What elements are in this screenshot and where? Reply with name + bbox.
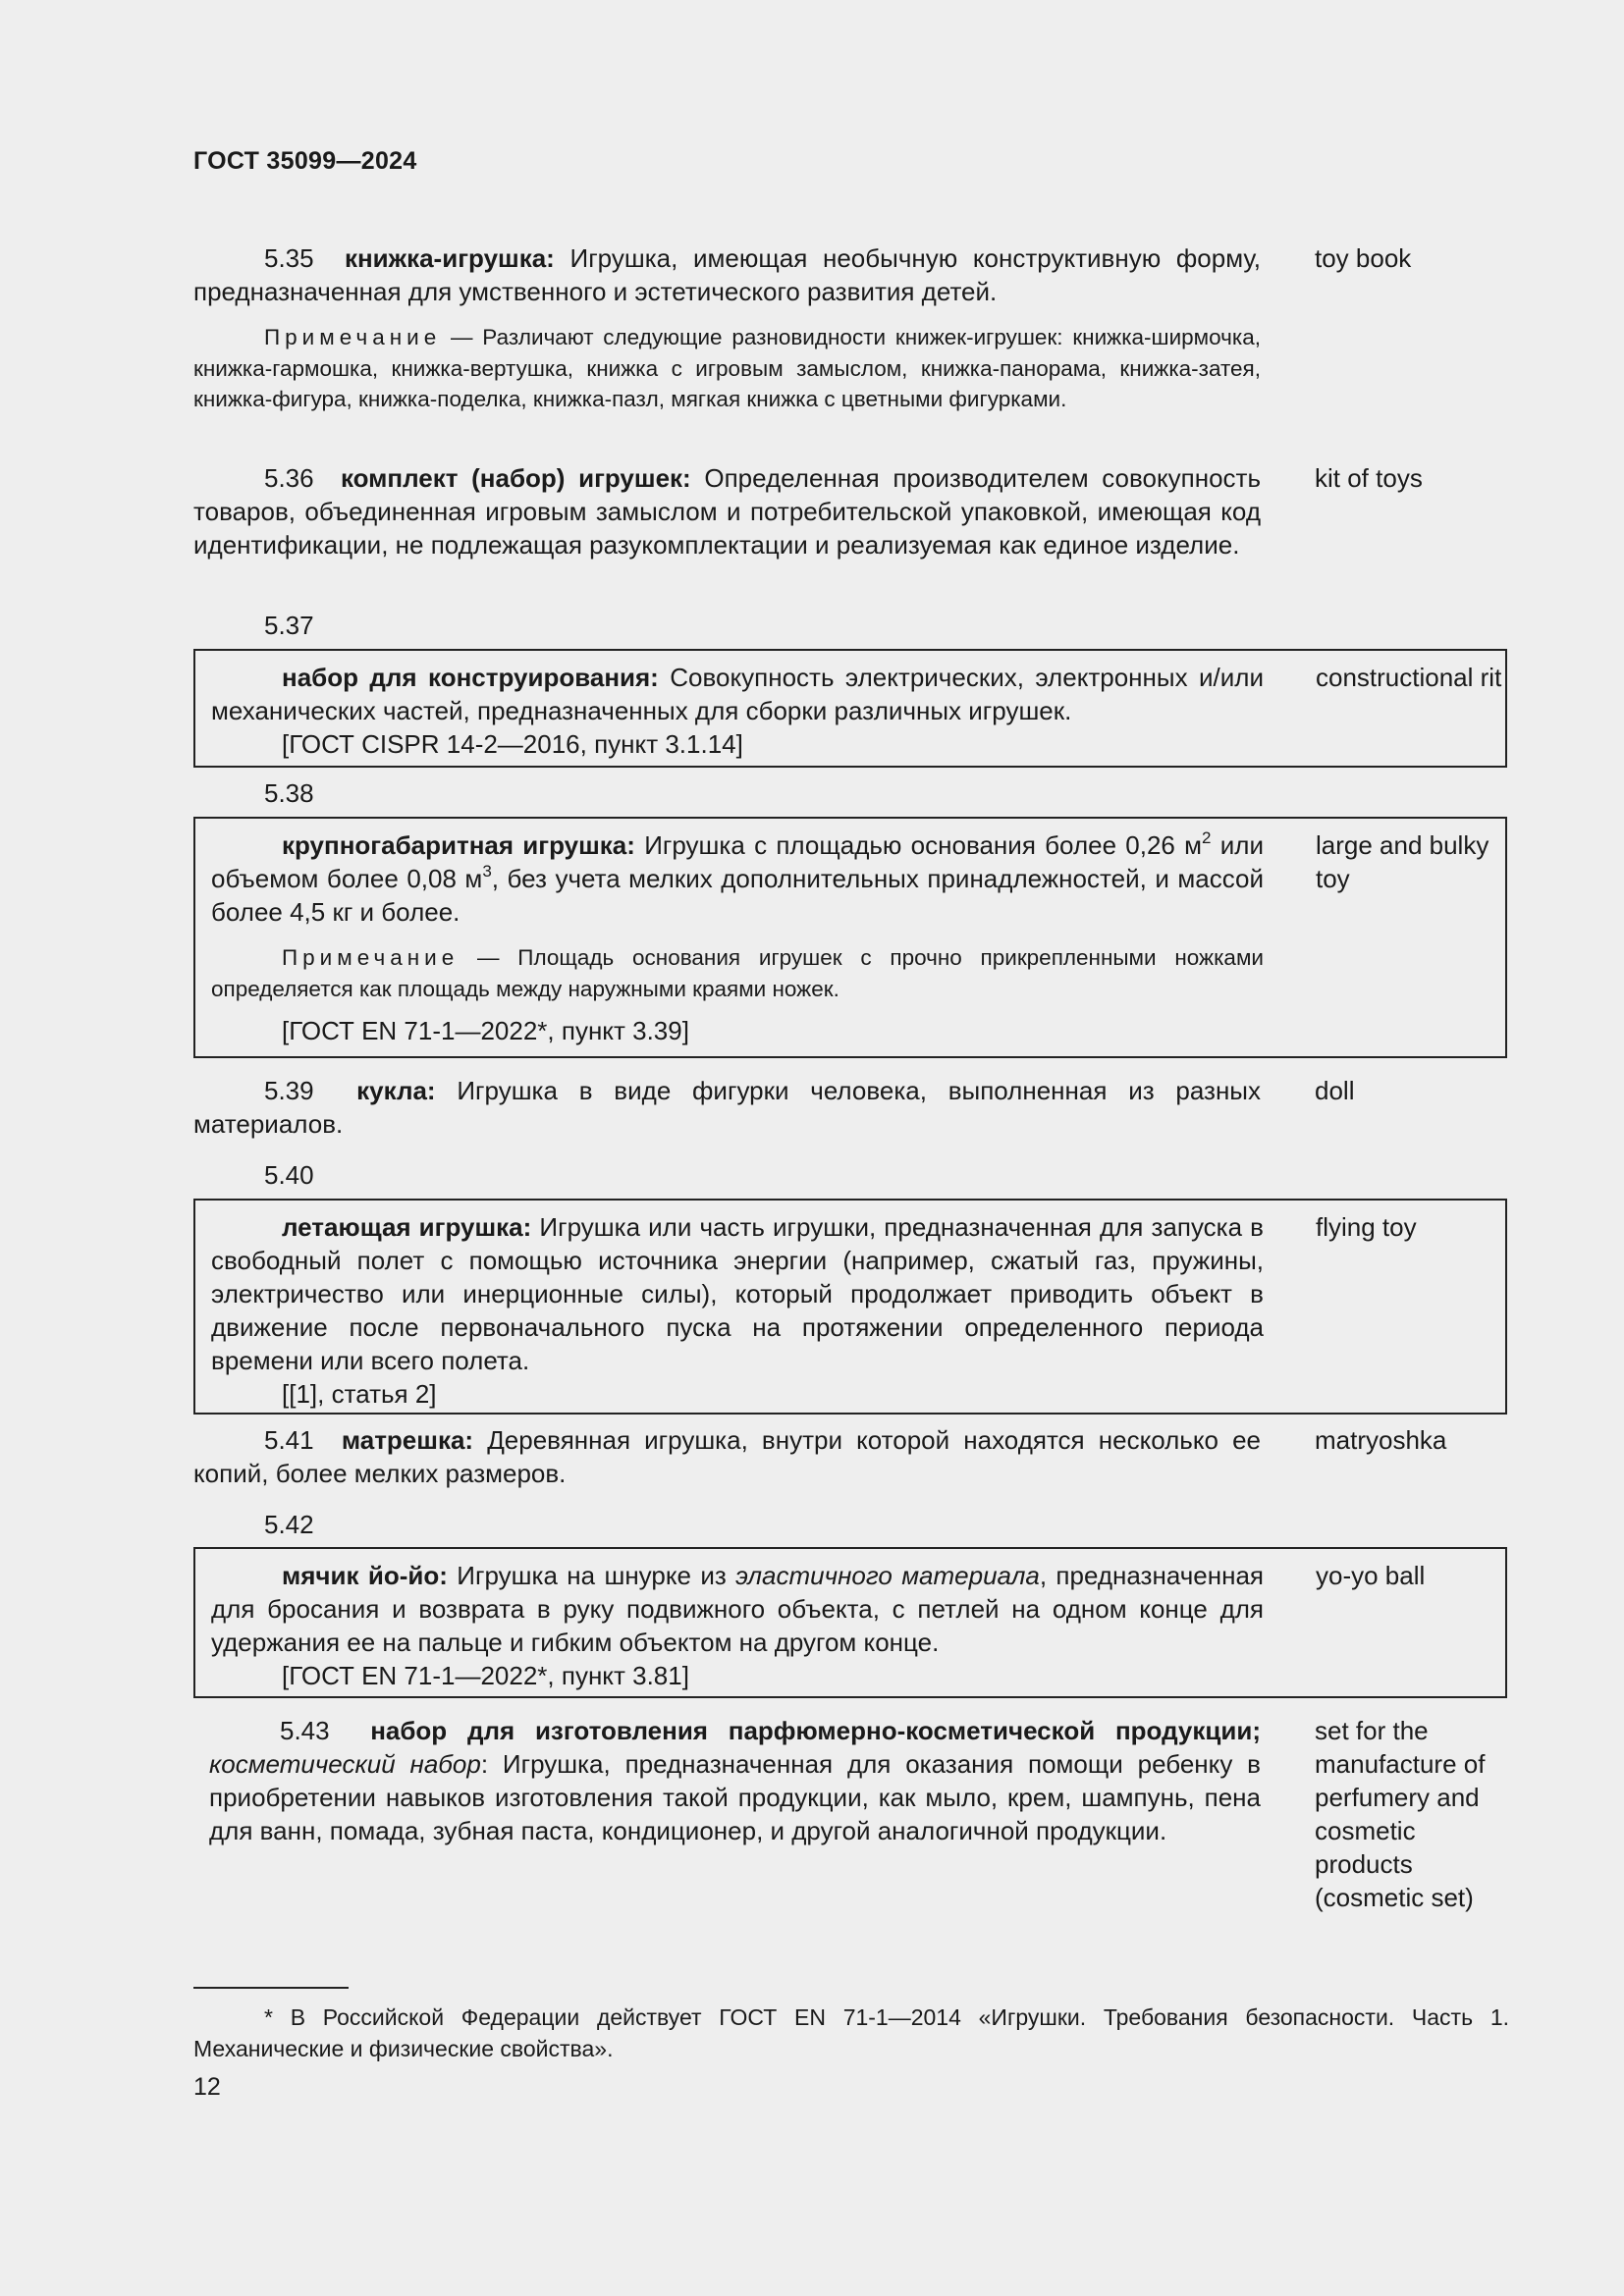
term: летающая игрушка:: [282, 1212, 532, 1242]
entry-5-38-box: [193, 817, 1507, 1058]
definition-italic: эластичного материала: [735, 1561, 1040, 1590]
term: крупногабаритная игрушка:: [282, 830, 635, 860]
entry-number: 5.43: [280, 1716, 330, 1745]
superscript: 2: [1202, 828, 1212, 847]
note-text: — Площадь основания игрушек с прочно прикрепленными ножками определяется как площадь между наружными краями ножек.: [211, 945, 1264, 1001]
english-term: matryoshka: [1315, 1425, 1447, 1455]
definition: Деревянная игрушка, внутри которой находятся несколько ее копий, более мелких размеров.: [193, 1425, 1261, 1488]
definition-part: Игрушка с площадью основания более 0,26 м: [634, 830, 1203, 860]
page-number: 12: [193, 2073, 221, 2101]
footnote-divider: [193, 1987, 349, 1989]
entry-5-37-box: [193, 649, 1507, 768]
entry-5-40-box: [193, 1199, 1507, 1415]
definition: Игрушка в виде фигурки человека, выполненная из разных материалов.: [193, 1076, 1261, 1139]
definition: : Игрушка, предназначенная для оказания помощи ребенку в приобретении навыков изготовления такой продукции, как мыло, крем, шампунь, пена для ванн, помада, зубная паста, кондиционер, и другой аналогичной продукции.: [209, 1749, 1261, 1845]
reference: [ГОСТ EN 71-1—2022*, пункт 3.39]: [282, 1016, 689, 1045]
entry-number: 5.36: [264, 463, 314, 493]
english-term: constructional rit: [1316, 663, 1502, 692]
definition-part: Игрушка на шнурке из: [447, 1561, 736, 1590]
definition-part: , без учета мелких дополнительных принадлежностей, и массой более 4,5 кг и более.: [211, 864, 1264, 927]
document-header: ГОСТ 35099—2024: [193, 147, 417, 175]
definition: Игрушка или часть игрушки, предназначенная для запуска в свободный полет с помощью источника энергии (например, сжатый газ, пружины, электричество или инерционные силы), который продолжает приводить объект в движение после первоначального пуска на протяжении определенного периода времени или всего полета.: [211, 1212, 1264, 1375]
term: матрешка:: [341, 1425, 474, 1455]
english-term: doll: [1315, 1076, 1355, 1105]
note-text: — Различают следующие разновидности книжек-игрушек: книжка-ширмочка, книжка-гармошка, книжка-вертушка, книжка с игровым замыслом, книжка-панорама, книжка-затея, книжка-фигура, книжка-поделка, книжка-пазл, мягкая книжка с цветными фигурками.: [193, 325, 1261, 411]
entry-number-5-42: 5.42: [264, 1510, 314, 1539]
note-label: Примечание: [282, 945, 460, 970]
term: набор для конструирования:: [282, 663, 659, 692]
superscript: 3: [482, 862, 492, 881]
english-term: large and bulky toy: [1316, 830, 1489, 893]
english-term: flying toy: [1316, 1212, 1417, 1242]
note-label: Примечание: [264, 325, 442, 349]
entry-number-5-40: 5.40: [264, 1160, 314, 1190]
english-term: toy book: [1315, 243, 1412, 273]
reference: [ГОСТ CISPR 14-2—2016, пункт 3.1.14]: [282, 729, 743, 759]
english-term: set for the manufacture of perfumery and cosmetic products (cosmetic set): [1315, 1716, 1486, 1912]
english-term: kit of toys: [1315, 463, 1423, 493]
definition: Игрушка, имеющая необычную конструктивную форму, предназначенная для умственного и эстетического развития детей.: [193, 243, 1261, 306]
definition-part: , предназначенная для бросания и возврата в руку подвижного объекта, с петлей на одном конце для удержания ее на пальце и гибким объектом на другом конце.: [211, 1561, 1264, 1657]
entry-number: 5.41: [264, 1425, 314, 1455]
footnote-text: * В Российской Федерации действует ГОСТ EN 71-1—2014 «Игрушки. Требования безопасности. Часть 1. Механические и физические свойства».: [193, 2004, 1509, 2061]
definition: Совокупность электрических, электронных и/или механических частей, предназначенных для сборки различных игрушек.: [211, 663, 1264, 725]
term: кукла:: [356, 1076, 436, 1105]
term-italic: косметический набор: [209, 1749, 481, 1779]
english-term: yo-yo ball: [1316, 1561, 1426, 1590]
definition-part: или объемом более 0,08 м: [211, 830, 1264, 893]
entry-number: 5.35: [264, 243, 314, 273]
entry-number: 5.39: [264, 1076, 314, 1105]
entry-number-5-37: 5.37: [264, 611, 314, 640]
entry-5-42-box: [193, 1547, 1507, 1698]
term: комплект (набор) игрушек:: [340, 463, 691, 493]
reference: [ГОСТ EN 71-1—2022*, пункт 3.81]: [282, 1661, 689, 1690]
footnote: [193, 2002, 1509, 2064]
term: мячик йо-йо:: [282, 1561, 448, 1590]
term: книжка-игрушка:: [344, 243, 555, 273]
term: набор для изготовления парфюмерно-косметической продукции;: [370, 1716, 1261, 1745]
definition: Определенная производителем совокупность товаров, объединенная игровым замыслом и потребительской упаковкой, имеющая код идентификации, не подлежащая разукомплектации и реализуемая как единое изделие.: [193, 463, 1262, 560]
entry-number-5-38: 5.38: [264, 778, 314, 808]
reference: [[1], статья 2]: [282, 1379, 437, 1409]
